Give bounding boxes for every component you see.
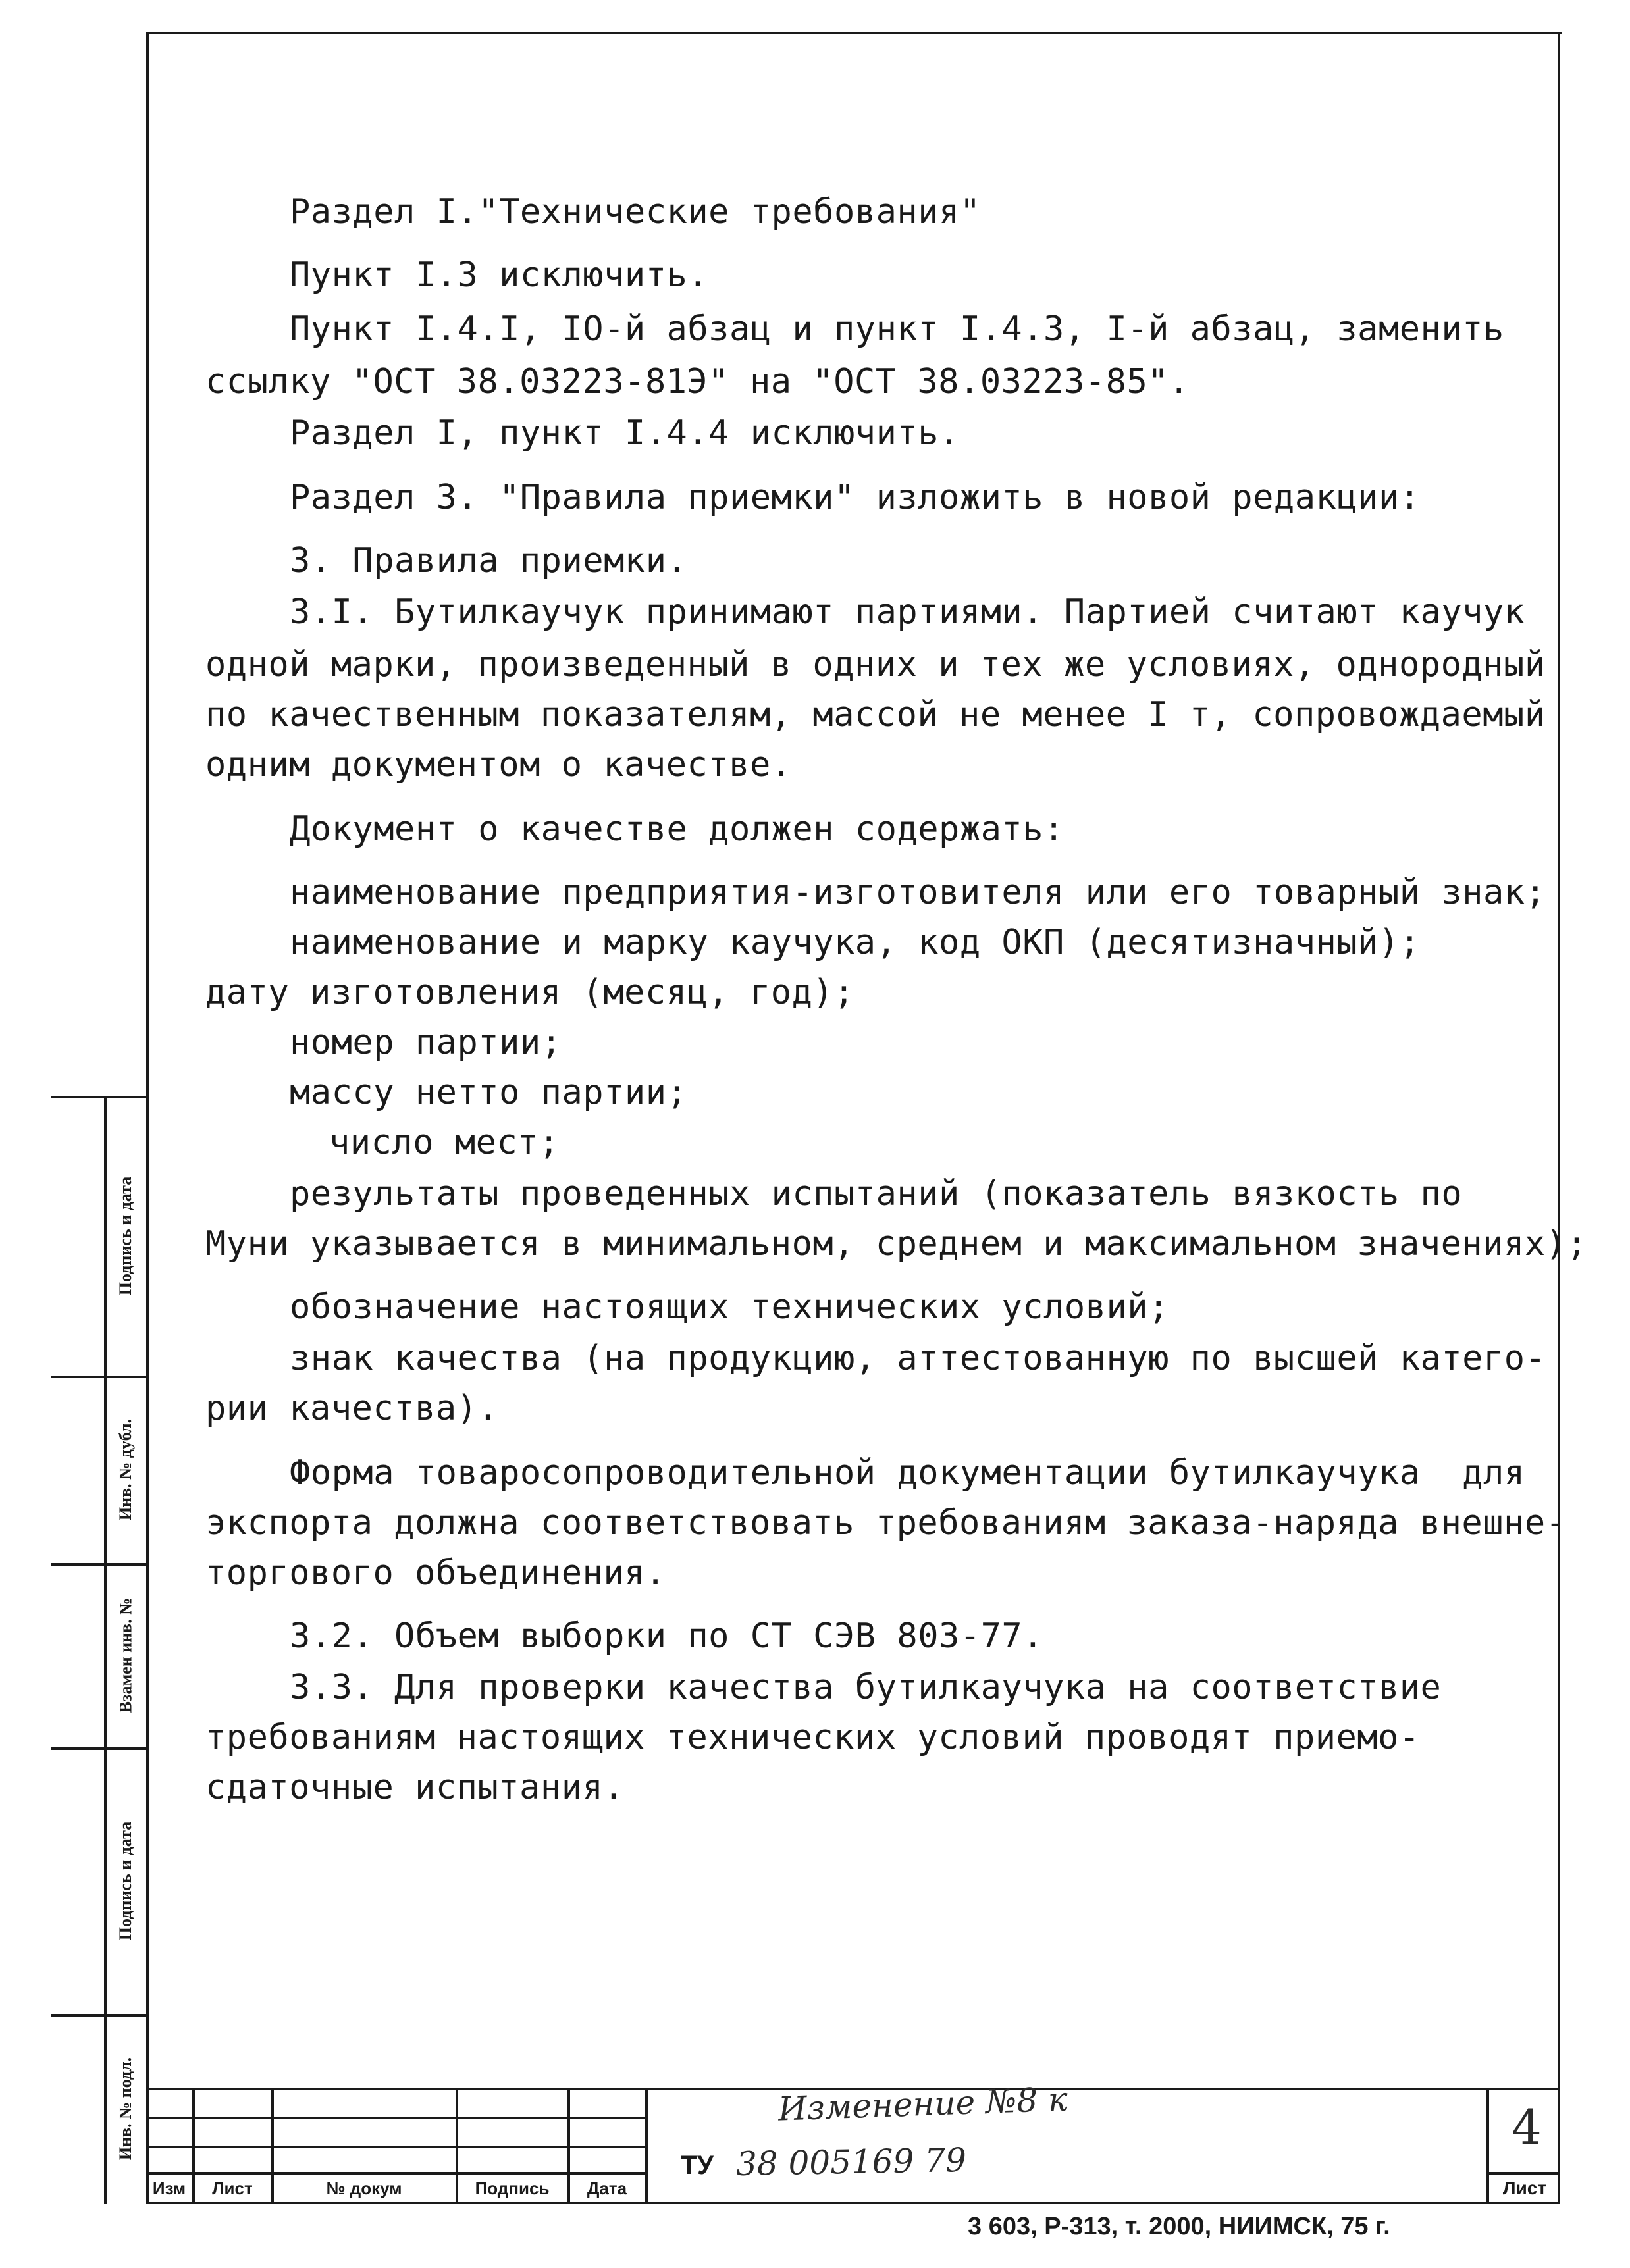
text-line: Форма товаросопроводительной документации бутилкаучука для bbox=[290, 1453, 1525, 1493]
list-item: знак качества (на продукцию, аттестованную по высшей катего- bbox=[290, 1339, 1546, 1378]
list-item: номер партии; bbox=[290, 1023, 562, 1062]
title-block-col-rule bbox=[645, 2088, 648, 2204]
header-date: Дата bbox=[587, 2178, 627, 2198]
sheet-label: Лист bbox=[1502, 2178, 1547, 2198]
text-line: экспорта должна соответствовать требованиям заказа-наряда внешне- bbox=[205, 1503, 1567, 1543]
text-line: сдаточные испытания. bbox=[205, 1768, 625, 1807]
text-line: Раздел I, пункт I.4.4 исключить. bbox=[290, 413, 960, 453]
sheet-number: 4 bbox=[1512, 2100, 1542, 2155]
handwritten-change-note: Изменение №8 к bbox=[777, 2080, 1068, 2128]
list-item: Муни указывается в минимальном, среднем и максимальном значениях); bbox=[205, 1224, 1588, 1264]
list-item: результаты проведенных испытаний (показатель вязкость по bbox=[290, 1174, 1463, 1214]
handwritten-tu-code: 38 005169 79 bbox=[735, 2140, 967, 2184]
side-label-replaced-inventory: Взамен инв. № bbox=[116, 1597, 135, 1713]
text-line: 3.3. Для проверки качества бутилкаучука на соответствие bbox=[290, 1668, 1442, 1707]
side-stamp-strip bbox=[51, 1096, 146, 2204]
list-item: наименование предприятия-изготовителя или его товарный знак; bbox=[290, 873, 1546, 912]
title-block-row-rule bbox=[146, 2146, 648, 2148]
header-doc-number: № докум bbox=[326, 2178, 402, 2198]
frame-right-border bbox=[1558, 32, 1560, 2204]
header-change: Изм bbox=[152, 2178, 186, 2198]
list-item: рии качества). bbox=[205, 1389, 499, 1428]
text-line: 3. Правила приемки. bbox=[290, 541, 688, 580]
list-item: обозначение настоящих технических условий; bbox=[290, 1287, 1169, 1327]
text-line: торгового объединения. bbox=[205, 1553, 666, 1593]
title-block bbox=[146, 2080, 1560, 2204]
text-line: по качественным показателям, массой не менее I т, сопровождаемый bbox=[205, 695, 1546, 735]
print-imprint: 3 603, Р-313, т. 2000, НИИМСК, 75 г. bbox=[968, 2213, 1390, 2240]
list-item: массу нетто партии; bbox=[290, 1073, 688, 1112]
header-signature: Подпись bbox=[475, 2178, 550, 2198]
list-item: дату изготовления (месяц, год); bbox=[205, 973, 855, 1012]
header-sheet: Лист bbox=[212, 2178, 253, 2198]
side-label-dup-inventory: Инв. № дубл. bbox=[116, 1418, 135, 1520]
frame-top-border bbox=[146, 32, 1562, 34]
text-line: ссылку "ОСТ 38.03223-81Э" на "ОСТ 38.03223-85". bbox=[205, 362, 1190, 401]
side-label-signature-date: Подпись и дата bbox=[116, 1176, 135, 1295]
text-line: одной марки, произведенный в одних и тех же условиях, однородный bbox=[205, 645, 1546, 684]
side-label-signature-date-2: Подпись и дата bbox=[116, 1821, 135, 1940]
side-label-original-inventory: Инв. № подл. bbox=[116, 2057, 135, 2161]
text-line: 3.I. Бутилкаучук принимают партиями. Партией считают каучук bbox=[290, 592, 1525, 632]
list-item: число мест; bbox=[329, 1123, 560, 1162]
text-line: требованиям настоящих технических условий проводят приемо- bbox=[205, 1718, 1420, 1757]
text-line: Пункт I.3 исключить. bbox=[290, 255, 709, 295]
frame-left-border bbox=[146, 32, 149, 2204]
section-heading: Раздел 3. "Правила приемки" изложить в новой редакции: bbox=[290, 478, 1421, 517]
list-item: наименование и марку каучука, код ОКП (десятизначный); bbox=[290, 923, 1421, 962]
tu-prefix: ТУ bbox=[681, 2151, 714, 2180]
text-line: 3.2. Объем выборки по СТ СЭВ 803-77. bbox=[290, 1616, 1044, 1656]
text-line: Документ о качестве должен содержать: bbox=[290, 810, 1065, 849]
section-heading: Раздел I."Технические требования" bbox=[290, 192, 981, 232]
title-block-row-rule bbox=[146, 2117, 648, 2119]
text-line: одним документом о качестве. bbox=[205, 745, 792, 785]
text-line: Пункт I.4.I, IO-й абзац и пункт I.4.3, I-й абзац, заменить bbox=[290, 309, 1504, 349]
